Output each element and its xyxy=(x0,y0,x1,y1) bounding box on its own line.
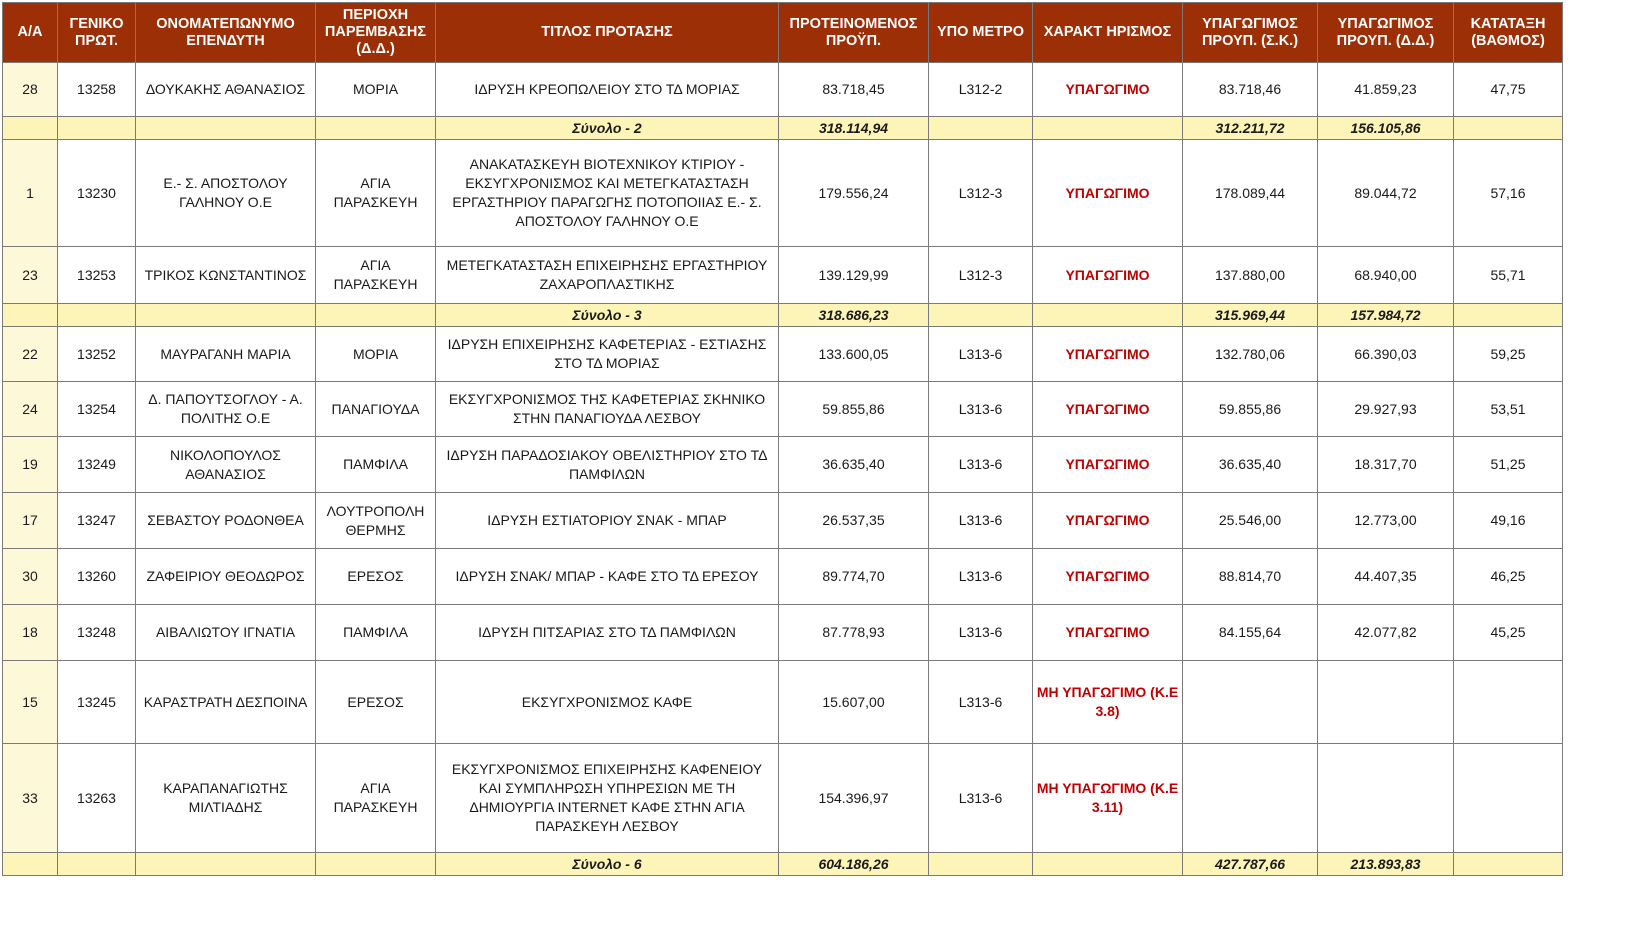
cell-investor-name: ΔΟΥΚΑΚΗΣ ΑΘΑΝΑΣΙΟΣ xyxy=(136,63,316,117)
cell-eligible-budget-sk xyxy=(1183,744,1318,853)
cell-investor-name: ΑΙΒΑΛΙΩΤΟΥ ΙΓΝΑΤΙΑ xyxy=(136,605,316,661)
cell-eligible-budget-sk: 132.780,06 xyxy=(1183,327,1318,382)
table-row xyxy=(3,327,1563,382)
cell-sub-measure: L313-6 xyxy=(929,327,1033,382)
cell-proposed-budget: 15.607,00 xyxy=(779,661,929,744)
cell-eligible-budget-dd xyxy=(1318,744,1454,853)
table-row xyxy=(3,549,1563,605)
empty-cell xyxy=(1033,304,1183,327)
table-row xyxy=(3,605,1563,661)
cell-eligible-budget-dd: 66.390,03 xyxy=(1318,327,1454,382)
cell-ranking-score xyxy=(1454,661,1563,744)
table-row xyxy=(3,247,1563,304)
cell-sub-measure: L313-6 xyxy=(929,549,1033,605)
empty-cell xyxy=(929,304,1033,327)
cell-investor-name: ΤΡΙΚΟΣ ΚΩΝΣΤΑΝΤΙΝΟΣ xyxy=(136,247,316,304)
cell-proposal-title: ΙΔΡΥΣΗ ΕΠΙΧΕΙΡΗΣΗΣ ΚΑΦΕΤΕΡΙΑΣ - ΕΣΤΙΑΣΗΣ ΣΤΟ ΤΔ ΜΟΡΙΑΣ xyxy=(436,327,779,382)
subtotal-eligible-budget-sk: 315.969,44 xyxy=(1183,304,1318,327)
cell-general-protocol: 13263 xyxy=(58,744,136,853)
cell-investor-name: ΜΑΥΡΑΓΑΝΗ ΜΑΡΙΑ xyxy=(136,327,316,382)
cell-status-badge: ΥΠΑΓΩΓΙΜΟ xyxy=(1033,140,1183,247)
cell-eligible-budget-sk: 84.155,64 xyxy=(1183,605,1318,661)
header-aa: Α/Α xyxy=(3,3,58,63)
cell-general-protocol: 13248 xyxy=(58,605,136,661)
cell-proposed-budget: 179.556,24 xyxy=(779,140,929,247)
header-characterization: ΧΑΡΑΚΤ ΗΡΙΣΜΟΣ xyxy=(1033,3,1183,63)
cell-general-protocol: 13252 xyxy=(58,327,136,382)
cell-proposal-title: ΕΚΣΥΓΧΡΟΝΙΣΜΟΣ ΚΑΦΕ xyxy=(436,661,779,744)
cell-sub-measure: L313-6 xyxy=(929,605,1033,661)
subtotal-eligible-budget-dd: 156.105,86 xyxy=(1318,117,1454,140)
empty-cell xyxy=(3,117,58,140)
cell-aa: 1 xyxy=(3,140,58,247)
cell-ranking-score: 47,75 xyxy=(1454,63,1563,117)
cell-region: ΜΟΡΙΑ xyxy=(316,327,436,382)
cell-proposed-budget: 59.855,86 xyxy=(779,382,929,437)
cell-general-protocol: 13247 xyxy=(58,493,136,549)
cell-region: ΜΟΡΙΑ xyxy=(316,63,436,117)
cell-eligible-budget-sk: 88.814,70 xyxy=(1183,549,1318,605)
cell-eligible-budget-sk xyxy=(1183,661,1318,744)
cell-aa: 33 xyxy=(3,744,58,853)
cell-aa: 22 xyxy=(3,327,58,382)
header-proposed-budget: ΠΡΟΤΕΙΝΟΜΕΝΟΣ ΠΡΟΫΠ. xyxy=(779,3,929,63)
cell-investor-name: Ε.- Σ. ΑΠΟΣΤΟΛΟΥ ΓΑΛΗΝΟΥ Ο.Ε xyxy=(136,140,316,247)
subtotal-label: Σύνολο - 3 xyxy=(436,304,779,327)
cell-proposal-title: ΙΔΡΥΣΗ ΚΡΕΟΠΩΛΕΙΟΥ ΣΤΟ ΤΔ ΜΟΡΙΑΣ xyxy=(436,63,779,117)
cell-eligible-budget-sk: 137.880,00 xyxy=(1183,247,1318,304)
header-row xyxy=(3,3,1563,63)
subtotal-eligible-budget-sk: 312.211,72 xyxy=(1183,117,1318,140)
table-row xyxy=(3,744,1563,853)
cell-status-badge: ΥΠΑΓΩΓΙΜΟ xyxy=(1033,63,1183,117)
cell-aa: 28 xyxy=(3,63,58,117)
empty-cell xyxy=(1033,117,1183,140)
cell-aa: 30 xyxy=(3,549,58,605)
subtotal-eligible-budget-dd: 157.984,72 xyxy=(1318,304,1454,327)
cell-investor-name: ΣΕΒΑΣΤΟΥ ΡΟΔΟΝΘΕΑ xyxy=(136,493,316,549)
empty-cell xyxy=(58,304,136,327)
cell-proposed-budget: 133.600,05 xyxy=(779,327,929,382)
cell-ranking-score: 59,25 xyxy=(1454,327,1563,382)
cell-eligible-budget-dd: 42.077,82 xyxy=(1318,605,1454,661)
cell-region: ΑΓΙΑ ΠΑΡΑΣΚΕΥΗ xyxy=(316,247,436,304)
cell-aa: 18 xyxy=(3,605,58,661)
cell-proposal-title: ΕΚΣΥΓΧΡΟΝΙΣΜΟΣ ΕΠΙΧΕΙΡΗΣΗΣ ΚΑΦΕΝΕΙΟΥ ΚΑΙ ΣΥΜΠΛΗΡΩΣΗ ΥΠΗΡΕΣΙΩΝ ΜΕ ΤΗ ΔΗΜΙΟΥΡΓΙΑ INTERNET ΚΑΦΕ ΣΤΗΝ ΑΓΙΑ ΠΑΡΑΣΚΕΥΗ ΛΕΣΒΟΥ xyxy=(436,744,779,853)
header-investor-name: ΟΝΟΜΑΤΕΠΩΝΥΜΟ ΕΠΕΝΔΥΤΗ xyxy=(136,3,316,63)
cell-aa: 19 xyxy=(3,437,58,493)
cell-aa: 17 xyxy=(3,493,58,549)
cell-ranking-score: 55,71 xyxy=(1454,247,1563,304)
subtotal-label: Σύνολο - 6 xyxy=(436,853,779,876)
cell-investor-name: ΚΑΡΑΠΑΝΑΓΙΩΤΗΣ ΜΙΛΤΙΑΔΗΣ xyxy=(136,744,316,853)
cell-general-protocol: 13254 xyxy=(58,382,136,437)
cell-proposed-budget: 89.774,70 xyxy=(779,549,929,605)
header-sub-measure: ΥΠΟ ΜΕΤΡΟ xyxy=(929,3,1033,63)
cell-ranking-score xyxy=(1454,744,1563,853)
empty-cell xyxy=(929,853,1033,876)
cell-proposed-budget: 87.778,93 xyxy=(779,605,929,661)
cell-status-badge: ΥΠΑΓΩΓΙΜΟ xyxy=(1033,327,1183,382)
subtotal-proposed-budget: 318.114,94 xyxy=(779,117,929,140)
empty-cell xyxy=(136,304,316,327)
cell-region: ΠΑΜΦΙΛΑ xyxy=(316,437,436,493)
cell-ranking-score: 49,16 xyxy=(1454,493,1563,549)
cell-eligible-budget-dd xyxy=(1318,661,1454,744)
subtotal-label: Σύνολο - 2 xyxy=(436,117,779,140)
cell-eligible-budget-dd: 12.773,00 xyxy=(1318,493,1454,549)
cell-proposal-title: ΙΔΡΥΣΗ ΠΑΡΑΔΟΣΙΑΚΟΥ ΟΒΕΛΙΣΤΗΡΙΟΥ ΣΤΟ ΤΔ ΠΑΜΦΙΛΩΝ xyxy=(436,437,779,493)
cell-general-protocol: 13260 xyxy=(58,549,136,605)
empty-cell xyxy=(1454,117,1563,140)
empty-cell xyxy=(1454,304,1563,327)
header-proposal-title: ΤΙΤΛΟΣ ΠΡΟΤΑΣΗΣ xyxy=(436,3,779,63)
cell-sub-measure: L313-6 xyxy=(929,382,1033,437)
subtotal-row xyxy=(3,853,1563,876)
cell-aa: 24 xyxy=(3,382,58,437)
cell-proposal-title: ΙΔΡΥΣΗ ΠΙΤΣΑΡΙΑΣ ΣΤΟ ΤΔ ΠΑΜΦΙΛΩΝ xyxy=(436,605,779,661)
subtotal-eligible-budget-dd: 213.893,83 xyxy=(1318,853,1454,876)
cell-general-protocol: 13258 xyxy=(58,63,136,117)
cell-region: ΠΑΜΦΙΛΑ xyxy=(316,605,436,661)
cell-eligible-budget-dd: 29.927,93 xyxy=(1318,382,1454,437)
table-row xyxy=(3,493,1563,549)
empty-cell xyxy=(1033,853,1183,876)
empty-cell xyxy=(58,853,136,876)
cell-investor-name: ΚΑΡΑΣΤΡΑΤΗ ΔΕΣΠΟΙΝΑ xyxy=(136,661,316,744)
empty-cell xyxy=(316,853,436,876)
cell-proposed-budget: 154.396,97 xyxy=(779,744,929,853)
empty-cell xyxy=(316,117,436,140)
cell-eligible-budget-dd: 41.859,23 xyxy=(1318,63,1454,117)
cell-ranking-score: 53,51 xyxy=(1454,382,1563,437)
cell-sub-measure: L313-6 xyxy=(929,493,1033,549)
table-row xyxy=(3,140,1563,247)
empty-cell xyxy=(136,117,316,140)
empty-cell xyxy=(3,304,58,327)
table-row xyxy=(3,661,1563,744)
empty-cell xyxy=(929,117,1033,140)
cell-region: ΑΓΙΑ ΠΑΡΑΣΚΕΥΗ xyxy=(316,744,436,853)
cell-general-protocol: 13249 xyxy=(58,437,136,493)
subtotal-eligible-budget-sk: 427.787,66 xyxy=(1183,853,1318,876)
cell-eligible-budget-sk: 83.718,46 xyxy=(1183,63,1318,117)
cell-status-badge: ΜΗ ΥΠΑΓΩΓΙΜΟ (Κ.Ε 3.11) xyxy=(1033,744,1183,853)
cell-proposed-budget: 139.129,99 xyxy=(779,247,929,304)
header-region: ΠΕΡΙΟΧΗ ΠΑΡΕΜΒΑΣΗΣ (Δ.Δ.) xyxy=(316,3,436,63)
cell-sub-measure: L313-6 xyxy=(929,661,1033,744)
cell-ranking-score: 57,16 xyxy=(1454,140,1563,247)
cell-region: ΛΟΥΤΡΟΠΟΛΗ ΘΕΡΜΗΣ xyxy=(316,493,436,549)
cell-ranking-score: 45,25 xyxy=(1454,605,1563,661)
cell-eligible-budget-sk: 59.855,86 xyxy=(1183,382,1318,437)
cell-sub-measure: L313-6 xyxy=(929,744,1033,853)
empty-cell xyxy=(316,304,436,327)
cell-eligible-budget-sk: 178.089,44 xyxy=(1183,140,1318,247)
cell-proposed-budget: 83.718,45 xyxy=(779,63,929,117)
cell-eligible-budget-dd: 44.407,35 xyxy=(1318,549,1454,605)
subtotal-row xyxy=(3,304,1563,327)
cell-eligible-budget-dd: 18.317,70 xyxy=(1318,437,1454,493)
cell-status-badge: ΥΠΑΓΩΓΙΜΟ xyxy=(1033,382,1183,437)
cell-eligible-budget-sk: 36.635,40 xyxy=(1183,437,1318,493)
cell-aa: 23 xyxy=(3,247,58,304)
cell-investor-name: Δ. ΠΑΠΟΥΤΣΟΓΛΟΥ - Α. ΠΟΛΙΤΗΣ Ο.Ε xyxy=(136,382,316,437)
cell-ranking-score: 51,25 xyxy=(1454,437,1563,493)
empty-cell xyxy=(136,853,316,876)
evaluation-table xyxy=(2,2,1563,876)
cell-eligible-budget-dd: 68.940,00 xyxy=(1318,247,1454,304)
cell-sub-measure: L312-2 xyxy=(929,63,1033,117)
header-eligible-budget-dd: ΥΠΑΓΩΓΙΜΟΣ ΠΡΟΥΠ. (Δ.Δ.) xyxy=(1318,3,1454,63)
cell-general-protocol: 13230 xyxy=(58,140,136,247)
cell-region: ΠΑΝΑΓΙΟΥΔΑ xyxy=(316,382,436,437)
cell-ranking-score: 46,25 xyxy=(1454,549,1563,605)
cell-aa: 15 xyxy=(3,661,58,744)
header-eligible-budget-sk: ΥΠΑΓΩΓΙΜΟΣ ΠΡΟΥΠ. (Σ.Κ.) xyxy=(1183,3,1318,63)
cell-general-protocol: 13253 xyxy=(58,247,136,304)
cell-region: ΑΓΙΑ ΠΑΡΑΣΚΕΥΗ xyxy=(316,140,436,247)
empty-cell xyxy=(1454,853,1563,876)
empty-cell xyxy=(58,117,136,140)
cell-investor-name: ΖΑΦΕΙΡΙΟΥ ΘΕΟΔΩΡΟΣ xyxy=(136,549,316,605)
cell-proposal-title: ΑΝΑΚΑΤΑΣΚΕΥΗ ΒΙΟΤΕΧΝΙΚΟΥ ΚΤΙΡΙΟΥ - ΕΚΣΥΓΧΡΟΝΙΣΜΟΣ ΚΑΙ ΜΕΤΕΓΚΑΤΑΣΤΑΣΗ ΕΡΓΑΣΤΗΡΙΟΥ ΠΑΡΑΓΩΓΗΣ ΠΟΤΟΠΟΙΙΑΣ Ε.- Σ. ΑΠΟΣΤΟΛΟΥ ΓΑΛΗΝΟΥ Ο.Ε xyxy=(436,140,779,247)
cell-general-protocol: 13245 xyxy=(58,661,136,744)
cell-proposed-budget: 26.537,35 xyxy=(779,493,929,549)
cell-proposal-title: ΜΕΤΕΓΚΑΤΑΣΤΑΣΗ ΕΠΙΧΕΙΡΗΣΗΣ ΕΡΓΑΣΤΗΡΙΟΥ ΖΑΧΑΡΟΠΛΑΣΤΙΚΗΣ xyxy=(436,247,779,304)
cell-proposed-budget: 36.635,40 xyxy=(779,437,929,493)
cell-sub-measure: L312-3 xyxy=(929,140,1033,247)
cell-status-badge: ΥΠΑΓΩΓΙΜΟ xyxy=(1033,549,1183,605)
header-ranking-score: ΚΑΤΑΤΑΞΗ (ΒΑΘΜΟΣ) xyxy=(1454,3,1563,63)
cell-region: ΕΡΕΣΟΣ xyxy=(316,661,436,744)
cell-investor-name: ΝΙΚΟΛΟΠΟΥΛΟΣ ΑΘΑΝΑΣΙΟΣ xyxy=(136,437,316,493)
table-row xyxy=(3,382,1563,437)
subtotal-proposed-budget: 604.186,26 xyxy=(779,853,929,876)
cell-sub-measure: L313-6 xyxy=(929,437,1033,493)
table-body xyxy=(3,63,1563,876)
cell-eligible-budget-dd: 89.044,72 xyxy=(1318,140,1454,247)
cell-eligible-budget-sk: 25.546,00 xyxy=(1183,493,1318,549)
cell-proposal-title: ΙΔΡΥΣΗ ΣΝΑΚ/ ΜΠΑΡ - ΚΑΦΕ ΣΤΟ ΤΔ ΕΡΕΣΟΥ xyxy=(436,549,779,605)
cell-status-badge: ΥΠΑΓΩΓΙΜΟ xyxy=(1033,437,1183,493)
table-row xyxy=(3,63,1563,117)
cell-status-badge: ΥΠΑΓΩΓΙΜΟ xyxy=(1033,605,1183,661)
cell-region: ΕΡΕΣΟΣ xyxy=(316,549,436,605)
cell-status-badge: ΜΗ ΥΠΑΓΩΓΙΜΟ (Κ.Ε 3.8) xyxy=(1033,661,1183,744)
header-general-protocol: ΓΕΝΙΚΟ ΠΡΩΤ. xyxy=(58,3,136,63)
subtotal-row xyxy=(3,117,1563,140)
cell-status-badge: ΥΠΑΓΩΓΙΜΟ xyxy=(1033,247,1183,304)
cell-sub-measure: L312-3 xyxy=(929,247,1033,304)
cell-status-badge: ΥΠΑΓΩΓΙΜΟ xyxy=(1033,493,1183,549)
empty-cell xyxy=(3,853,58,876)
cell-proposal-title: ΙΔΡΥΣΗ ΕΣΤΙΑΤΟΡΙΟΥ ΣΝΑΚ - ΜΠΑΡ xyxy=(436,493,779,549)
cell-proposal-title: ΕΚΣΥΓΧΡΟΝΙΣΜΟΣ ΤΗΣ ΚΑΦΕΤΕΡΙΑΣ ΣΚΗΝΙΚΟ ΣΤΗΝ ΠΑΝΑΓΙΟΥΔΑ ΛΕΣΒΟΥ xyxy=(436,382,779,437)
subtotal-proposed-budget: 318.686,23 xyxy=(779,304,929,327)
table-row xyxy=(3,437,1563,493)
